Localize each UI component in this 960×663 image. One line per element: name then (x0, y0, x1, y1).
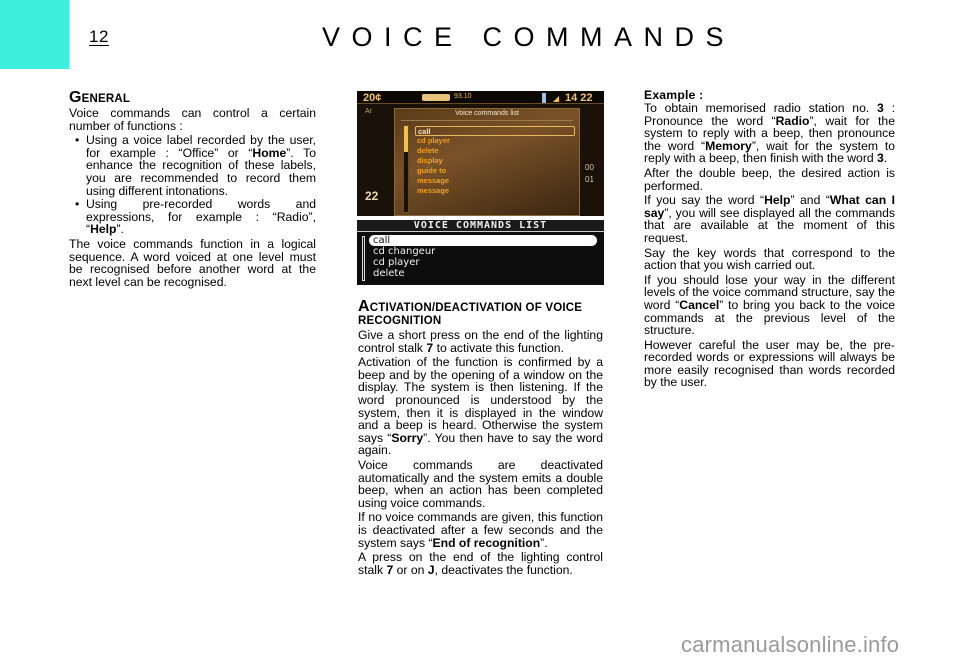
display-left-number: 22 (365, 189, 379, 203)
command-item: message (417, 176, 450, 185)
bullet-item: • Using pre-recorded words and expressions, for example : “Radio”, “Help”. (75, 197, 316, 237)
general-intro: Voice commands can control a certain number of functions : (69, 106, 316, 133)
command-item: cd player (417, 136, 450, 145)
list-scrollbar (403, 125, 409, 213)
page-number: 12 (89, 27, 109, 46)
clock-readout: 14 22 (565, 92, 593, 104)
frequency-readout: 93.10 (454, 93, 472, 100)
scrollbar-thumb (404, 126, 408, 152)
activation-heading: ACTIVATION/DEACTIVATION OF VOICE RECOGNITION (358, 298, 583, 327)
activation-paragraph: Give a short press on the end of the lighting control stalk 7 to activate this function. (358, 328, 603, 355)
section-activation (358, 300, 603, 578)
mono-window-title: VOICE COMMANDS LIST (357, 220, 604, 232)
activation-paragraph: If no voice commands are given, this function is deactivated after a few seconds and the system says “End of recognition”. (358, 510, 603, 550)
chapter-tab-marker (0, 0, 69, 69)
radio-band-icon (422, 94, 450, 101)
command-list (415, 126, 575, 196)
display-status-bar (357, 91, 604, 104)
general-bullet-list (69, 134, 316, 236)
command-item: display (417, 156, 443, 165)
general-outro: The voice commands function in a logical sequence. A word voiced at one level must be recognised before another word at the next level can be recognised. (69, 236, 316, 289)
window-title: Voice commands list (455, 110, 519, 117)
example-paragraph: If you say the word “Help” and “What can I say”, you will see displayed all the commands that are available at the moment of this request. (644, 193, 895, 245)
bullet-item: • Using a voice label recorded by the user, for example : “Office” or “Home”. To enhance the recognition of these labels, you are recommended to record them using different intonations. (75, 133, 316, 198)
activation-paragraph: A press on the end of the lighting control stalk 7 or on J, deactivates the function. (358, 550, 603, 577)
command-item: call (415, 126, 575, 136)
watermark: carmanualsonline.info (681, 632, 900, 657)
command-item: message (417, 186, 450, 195)
voice-commands-window (394, 108, 580, 216)
section-example (644, 89, 895, 391)
color-display-photo (357, 91, 604, 216)
example-paragraph: If you should lose your way in the different levels of the voice command structure, say the word “Cancel” to bring you back to the voice commands at the previous level of the structure. (644, 272, 895, 338)
example-paragraph: Say the key words that correspond to the action that you wish carried out. (644, 245, 895, 273)
temperature-readout: 20¢ (363, 92, 382, 104)
display-left-label: Ar (365, 108, 372, 115)
signal-strength-icon (553, 96, 559, 102)
mono-command-item: cd player (373, 257, 420, 268)
mono-command-item: cd changeur (373, 246, 436, 257)
general-heading: GENERAL (69, 89, 131, 106)
mono-display-screenshot (357, 220, 604, 285)
display-right-value: 01 (585, 175, 594, 184)
phone-battery-icon (542, 93, 546, 103)
example-paragraph: After the double beep, the desired action is performed. (644, 165, 895, 193)
command-item: delete (417, 146, 439, 155)
example-paragraph: However careful the user may be, the pre-recorded words or expressions will always be more easily recognised than words recorded by the user. (644, 337, 895, 390)
section-general (69, 91, 316, 290)
page-title: VOICE COMMANDS (322, 22, 736, 52)
mono-command-item: delete (373, 268, 405, 279)
activation-paragraph: Activation of the function is confirmed by a beep and by the opening of a window on the display. The system is then listening. If the word pronounced is understood by the system, then it is displayed in the window and a beep is heard. Otherwise the system says “Sorry”. You then have to say the word again. (358, 355, 603, 458)
display-right-value: 00 (585, 163, 594, 172)
activation-paragraph: Voice commands are deactivated automatically and the system emits a double beep, when an action has been completed using voice commands. (358, 457, 603, 510)
example-paragraph: To obtain memorised radio station no. 3 : Pronounce the word “Radio”, wait for the system to reply with a beep, then pronounce the word “Memory”, wait for the system to reply with a beep, then finish with the word 3. (644, 101, 896, 166)
mono-command-list (369, 235, 597, 279)
command-item: guide to (417, 166, 447, 175)
mono-scrollbar (362, 236, 365, 281)
mono-command-item: call (369, 235, 597, 246)
example-heading: Example : (644, 88, 704, 102)
title-divider (401, 120, 573, 121)
